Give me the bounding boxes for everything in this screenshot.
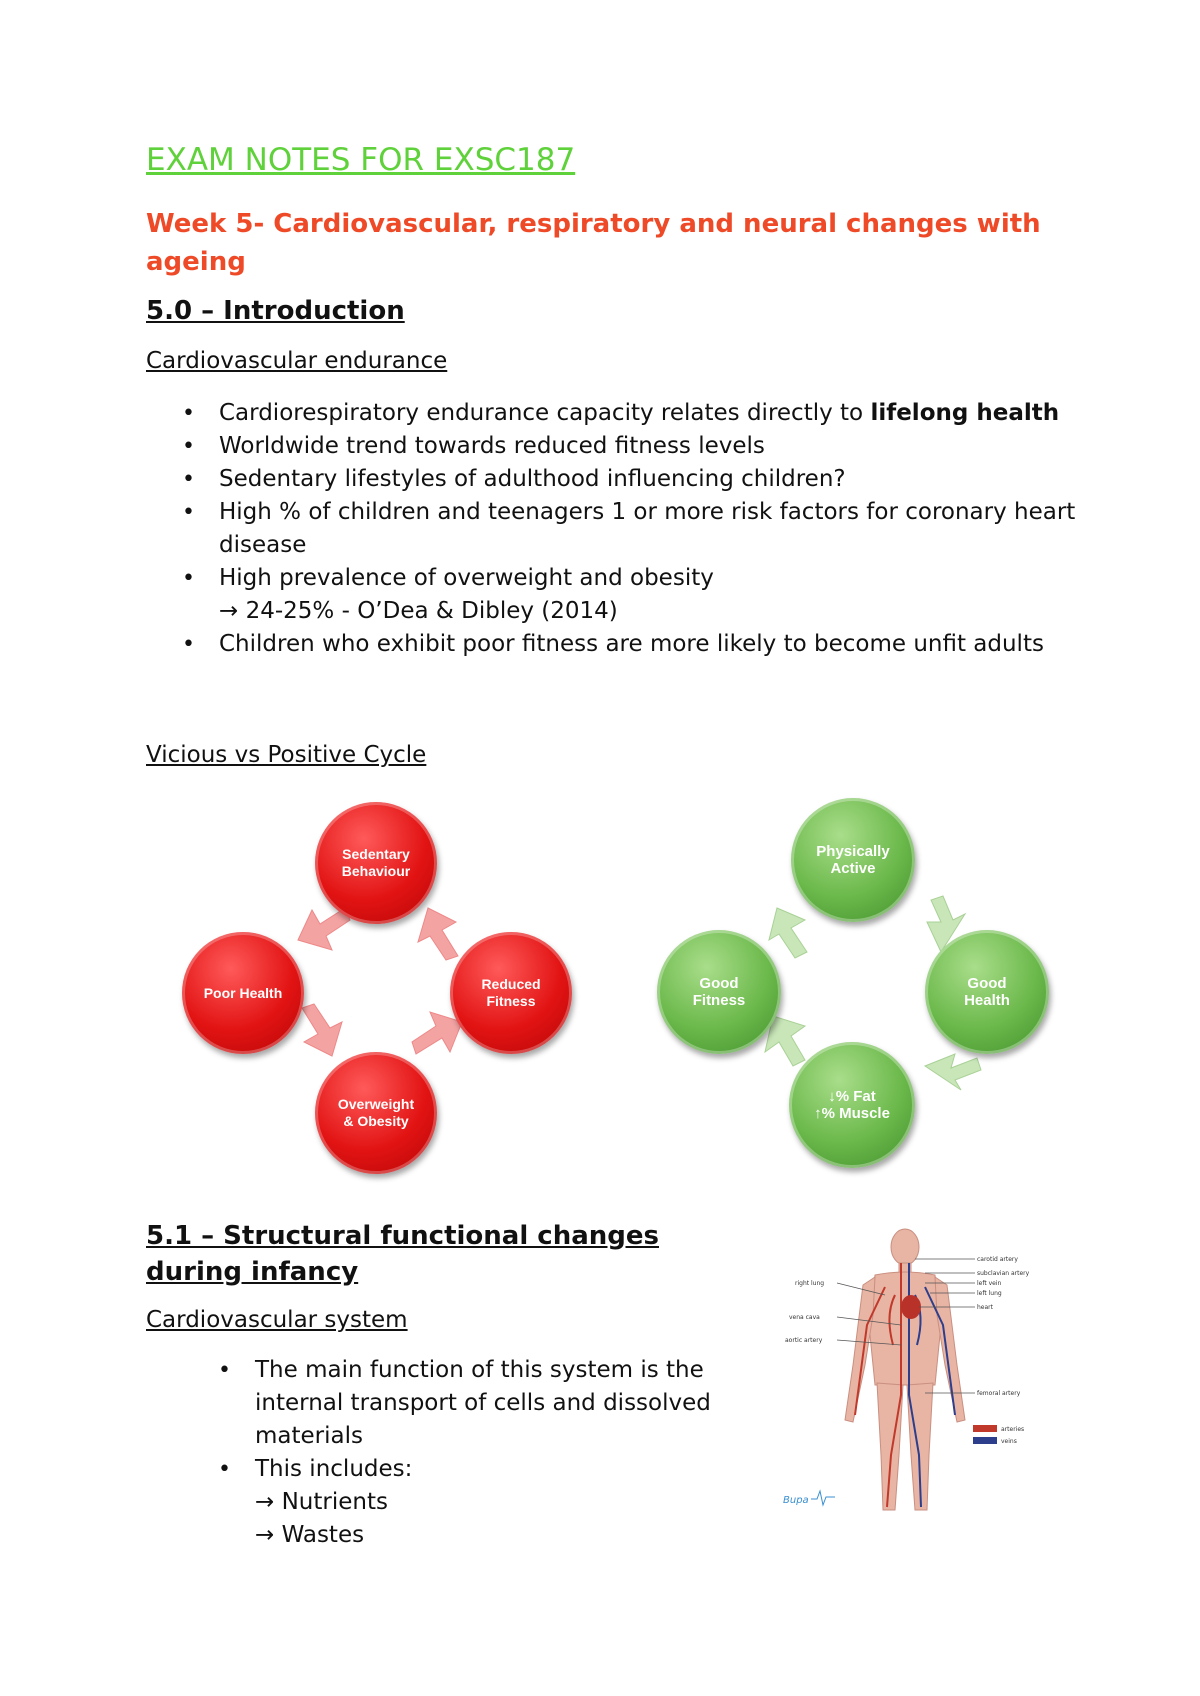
label-femoral: femoral artery	[977, 1390, 1021, 1397]
label-right-lung: right lung	[795, 1280, 825, 1287]
legend-vein-swatch	[973, 1437, 997, 1444]
week-heading: Week 5- Cardiovascular, respiratory and neural changes with ageing	[146, 209, 1041, 277]
cycle-node-sedentary: Sedentary Behaviour	[315, 802, 437, 924]
cycle-node-reduced-fitness: Reduced Fitness	[450, 932, 572, 1054]
bullet-bold-text: lifelong health	[870, 400, 1060, 426]
bullet-subtext: → Wastes	[255, 1522, 365, 1548]
cycle-node-overweight: Overweight & Obesity	[315, 1052, 437, 1174]
list-item	[182, 1354, 762, 1453]
arrow-icon	[925, 1054, 981, 1090]
cycle-node-fat-muscle: ↓% Fat ↑% Muscle	[789, 1042, 915, 1168]
legend-artery-swatch	[973, 1425, 997, 1432]
human-body-illustration	[775, 1225, 1035, 1520]
cycle-node-good-fitness: Good Fitness	[657, 930, 781, 1054]
section-heading-infancy: 5.1 – Structural functional changes during infancy	[146, 1221, 659, 1287]
cycle-node-poor-health: Poor Health	[182, 932, 304, 1054]
section-heading-introduction: 5.0 – Introduction	[146, 296, 405, 326]
bullet-text: Children who exhibit poor fitness are more likely to become unfit adults	[219, 631, 1044, 657]
list-item	[146, 628, 1086, 661]
bullet-text: High prevalence of overweight and obesity	[219, 565, 714, 591]
arrow-icon	[418, 908, 458, 960]
label-heart: heart	[977, 1304, 993, 1311]
label-left-lung: left lung	[977, 1290, 1002, 1297]
cycle-node-physically-active: Physically Active	[791, 798, 915, 922]
label-subclavian: subclavian artery	[977, 1270, 1030, 1277]
bullet-text: Sedentary lifestyles of adulthood influencing children?	[219, 466, 846, 492]
subheading-cycle: Vicious vs Positive Cycle	[146, 742, 427, 768]
bullet-text: Cardiorespiratory endurance capacity relates directly to	[219, 400, 871, 426]
bullet-text: This includes:	[255, 1456, 413, 1482]
label-aortic: aortic artery	[785, 1337, 823, 1344]
list-item	[146, 463, 1086, 496]
bullet-text: Worldwide trend towards reduced fitness levels	[219, 433, 765, 459]
list-item	[182, 1453, 762, 1552]
cycle-node-good-health: Good Health	[925, 930, 1049, 1054]
label-left-vein: left vein	[977, 1280, 1002, 1287]
label-vena-cava: vena cava	[789, 1314, 820, 1321]
list-item	[146, 397, 1086, 430]
label-carotid: carotid artery	[977, 1256, 1018, 1263]
bupa-logo: Bupa	[783, 1495, 809, 1506]
arrow-icon	[769, 908, 807, 958]
list-item	[146, 562, 1086, 628]
vicious-cycle-diagram	[180, 790, 580, 1170]
subheading-cardiovascular-endurance: Cardiovascular endurance	[146, 348, 448, 374]
page-title: EXAM NOTES FOR EXSC187	[146, 142, 576, 178]
cardio-system-bullet-list	[182, 1354, 762, 1552]
heartbeat-icon	[811, 1491, 835, 1505]
label-veins: veins	[1001, 1438, 1017, 1445]
bullet-subtext: → Nutrients	[255, 1489, 388, 1515]
circulatory-system-figure	[775, 1225, 1035, 1520]
positive-cycle-diagram	[655, 790, 1065, 1170]
list-item	[146, 430, 1086, 463]
list-item	[146, 496, 1086, 562]
bullet-subtext: → 24-25% - O’Dea & Dibley (2014)	[219, 598, 618, 624]
arrow-icon	[302, 1004, 342, 1056]
bullet-text: High % of children and teenagers 1 or more risk factors for coronary heart disease	[219, 499, 1076, 558]
intro-bullet-list	[146, 397, 1086, 661]
subheading-cardiovascular-system: Cardiovascular system	[146, 1307, 408, 1333]
label-arteries: arteries	[1001, 1426, 1025, 1433]
bullet-text: The main function of this system is the internal transport of cells and dissolved materials	[255, 1357, 711, 1449]
